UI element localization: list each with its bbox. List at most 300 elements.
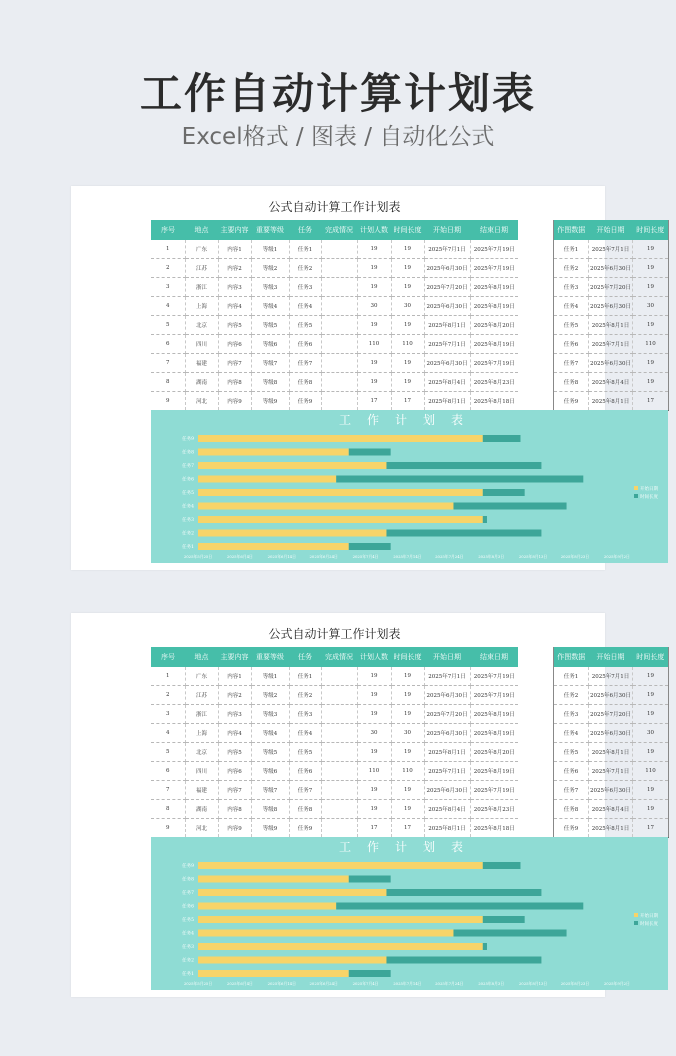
table-cell[interactable]: 2025年6月30日 [589,297,633,316]
table-cell[interactable]: 19 [357,743,391,762]
table-cell[interactable]: 任务3 [289,278,321,297]
x-tick-label: 2025年7月24日 [435,981,464,986]
plan-header-cell: 完成情况 [321,220,357,240]
table-cell[interactable] [321,667,357,686]
table-cell[interactable]: 19 [633,240,669,259]
bar-duration [483,516,487,523]
table-cell[interactable] [321,391,357,410]
x-tick-label: 2025年6月24日 [309,981,338,986]
table-cell[interactable] [321,259,357,278]
table-cell[interactable]: 2025年6月30日 [424,259,470,278]
table-cell[interactable]: 任务6 [289,761,321,780]
bar-start-date [198,516,483,523]
table-cell[interactable]: 任务6 [289,334,321,353]
table-cell[interactable]: 17 [357,818,391,837]
x-tick-label: 2025年6月24日 [309,554,338,559]
bar-duration [336,476,583,483]
table-row [554,372,669,391]
bar-duration [386,462,541,469]
table-cell[interactable]: 110 [633,334,669,353]
table-cell[interactable]: 1 [151,240,185,259]
table-cell[interactable]: 内容9 [218,818,251,837]
x-tick-label: 2025年9月2日 [603,981,630,986]
table-cell[interactable]: 2025年6月30日 [589,353,633,372]
table-cell[interactable]: 6 [151,334,185,353]
table-cell[interactable]: 2025年8月23日 [470,799,518,818]
bar-duration [386,957,541,964]
table-cell[interactable]: 四川 [185,761,218,780]
table-cell[interactable]: 19 [633,667,669,686]
plan-header-cell: 计划人数 [357,220,391,240]
table-cell[interactable]: 河北 [185,391,218,410]
table-cell[interactable]: 等级8 [251,799,289,818]
table-cell[interactable]: 19 [391,372,424,391]
table-cell[interactable]: 浙江 [185,278,218,297]
bar-start-date [198,889,386,896]
table-cell[interactable]: 110 [391,761,424,780]
table-cell[interactable]: 任务7 [554,353,589,372]
table-cell[interactable]: 2025年7月1日 [424,334,470,353]
x-tick-label: 2025年7月14日 [393,554,422,559]
plan-table [151,647,518,838]
y-tick-label: 任务8 [182,450,194,456]
table-cell[interactable]: 19 [633,259,669,278]
table-cell[interactable]: 北京 [185,743,218,762]
table-cell[interactable]: 任务5 [554,743,589,762]
table-cell[interactable]: 任务1 [554,667,589,686]
table-cell[interactable]: 2025年8月4日 [424,372,470,391]
table-cell[interactable]: 内容1 [218,667,251,686]
table-cell[interactable]: 30 [391,724,424,743]
table-cell[interactable]: 任务1 [289,240,321,259]
table-cell[interactable]: 任务9 [289,818,321,837]
plan-header-cell: 序号 [151,220,185,240]
table-cell[interactable]: 2025年8月19日 [470,761,518,780]
table-cell[interactable]: 30 [633,724,669,743]
y-tick-label: 任务7 [182,464,194,469]
table-cell[interactable]: 19 [391,705,424,724]
table-row [151,391,518,410]
table-cell[interactable]: 110 [357,761,391,780]
side-header-cell: 时间长度 [633,647,669,667]
table-cell[interactable]: 任务2 [554,686,589,705]
table-cell[interactable]: 等级6 [251,334,289,353]
table-cell[interactable] [321,761,357,780]
bar-start-date [198,970,349,977]
table-cell[interactable]: 2025年8月4日 [424,799,470,818]
table-cell[interactable]: 19 [633,743,669,762]
table-cell[interactable]: 19 [391,686,424,705]
table-cell[interactable] [321,799,357,818]
table-cell[interactable]: 北京 [185,316,218,335]
table-cell[interactable] [321,686,357,705]
table-cell[interactable]: 内容9 [218,391,251,410]
table-cell[interactable]: 内容8 [218,799,251,818]
table-cell[interactable]: 110 [391,334,424,353]
table-cell[interactable]: 2025年8月18日 [470,391,518,410]
x-tick-label: 2025年7月4日 [352,981,379,986]
table-cell[interactable]: 内容5 [218,743,251,762]
table-cell[interactable]: 福建 [185,780,218,799]
table-cell[interactable]: 19 [633,353,669,372]
plan-header-cell: 开始日期 [424,647,470,667]
table-cell[interactable]: 2025年8月19日 [470,334,518,353]
table-cell[interactable]: 上海 [185,297,218,316]
table-cell[interactable]: 内容3 [218,278,251,297]
table-cell[interactable]: 内容4 [218,297,251,316]
y-tick-label: 任务6 [182,904,194,910]
table-cell[interactable] [321,780,357,799]
y-tick-label: 任务3 [182,945,194,950]
table-cell[interactable]: 2025年7月20日 [424,278,470,297]
table-cell[interactable]: 等级4 [251,297,289,316]
table-cell[interactable]: 任务7 [289,353,321,372]
table-cell[interactable]: 任务9 [289,391,321,410]
table-cell[interactable]: 2025年8月18日 [470,818,518,837]
table-row [554,818,669,837]
table-cell[interactable]: 19 [633,686,669,705]
table-cell[interactable] [321,743,357,762]
table-cell[interactable] [321,334,357,353]
table-cell[interactable]: 19 [357,705,391,724]
table-cell[interactable]: 等级2 [251,686,289,705]
table-cell[interactable]: 2025年7月20日 [589,278,633,297]
table-cell[interactable]: 2025年7月19日 [470,240,518,259]
table-cell[interactable]: 19 [357,316,391,335]
table-cell[interactable]: 任务5 [554,316,589,335]
table-row [151,780,518,799]
table-cell[interactable]: 2025年7月19日 [470,353,518,372]
table-cell[interactable]: 110 [357,334,391,353]
bar-start-date [198,503,453,510]
table-cell[interactable]: 19 [391,278,424,297]
table-cell[interactable]: 内容3 [218,705,251,724]
table-cell[interactable]: 任务1 [289,667,321,686]
table-cell[interactable]: 6 [151,761,185,780]
table-cell[interactable]: 浙江 [185,705,218,724]
table-cell[interactable]: 2025年8月1日 [589,818,633,837]
table-cell[interactable]: 7 [151,353,185,372]
table-cell[interactable]: 上海 [185,724,218,743]
side-header-cell: 时间长度 [633,220,669,240]
table-cell[interactable]: 等级6 [251,761,289,780]
table-row [554,780,669,799]
table-cell[interactable]: 19 [357,686,391,705]
table-cell[interactable]: 2 [151,686,185,705]
table-cell[interactable]: 等级2 [251,259,289,278]
table-cell[interactable]: 2025年8月1日 [424,316,470,335]
table-cell[interactable]: 任务9 [554,391,589,410]
table-cell[interactable]: 19 [391,240,424,259]
table-cell[interactable]: 19 [391,667,424,686]
bar-start-date [198,930,453,937]
table-cell[interactable]: 任务2 [554,259,589,278]
spreadsheet-preview [71,613,665,997]
table-cell[interactable]: 内容4 [218,724,251,743]
table-cell[interactable]: 2025年7月1日 [589,667,633,686]
table-cell[interactable]: 2025年7月1日 [424,761,470,780]
table-cell[interactable]: 内容2 [218,686,251,705]
table-cell[interactable]: 9 [151,818,185,837]
table-cell[interactable]: 19 [357,799,391,818]
table-cell[interactable]: 2025年6月30日 [589,724,633,743]
table-cell[interactable]: 2025年8月19日 [470,705,518,724]
table-row [151,297,518,316]
table-cell[interactable] [321,724,357,743]
table-cell[interactable]: 2025年7月1日 [424,240,470,259]
table-cell[interactable]: 19 [633,705,669,724]
table-cell[interactable]: 2025年6月30日 [589,259,633,278]
table-cell[interactable]: 2025年7月19日 [470,667,518,686]
table-cell[interactable]: 等级9 [251,391,289,410]
table-cell[interactable] [321,240,357,259]
table-cell[interactable]: 任务9 [554,818,589,837]
table-cell[interactable]: 等级3 [251,278,289,297]
table-cell[interactable]: 2025年8月4日 [589,799,633,818]
table-cell[interactable]: 广东 [185,667,218,686]
table-cell[interactable]: 任务8 [554,372,589,391]
table-cell[interactable]: 任务4 [554,724,589,743]
table-cell[interactable]: 任务7 [289,780,321,799]
table-cell[interactable]: 任务5 [289,743,321,762]
table-cell[interactable]: 任务6 [554,334,589,353]
spreadsheet-preview [71,186,665,570]
plan-header-cell: 任务 [289,220,321,240]
table-cell[interactable]: 9 [151,391,185,410]
table-cell[interactable]: 19 [633,278,669,297]
plan-header-cell: 任务 [289,647,321,667]
table-cell[interactable]: 广东 [185,240,218,259]
hero-title: 工作自动计算计划表 [139,69,536,118]
table-cell[interactable]: 2025年8月20日 [470,743,518,762]
bar-start-date [198,462,386,469]
table-cell[interactable] [321,297,357,316]
table-cell[interactable]: 内容5 [218,316,251,335]
bar-start-date [198,435,483,442]
table-cell[interactable]: 内容7 [218,780,251,799]
side-header-cell: 作图数据 [554,220,589,240]
table-row [151,353,518,372]
plan-header-cell: 主要内容 [218,647,251,667]
table-cell[interactable]: 19 [357,278,391,297]
y-tick-label: 任务3 [182,518,194,523]
table-cell[interactable]: 等级5 [251,743,289,762]
table-cell[interactable]: 19 [391,799,424,818]
table-row [151,240,518,259]
table-cell[interactable]: 等级1 [251,240,289,259]
plan-header-cell: 时间长度 [391,220,424,240]
table-cell[interactable]: 17 [391,818,424,837]
x-tick-label: 2025年8月13日 [518,981,548,986]
table-cell[interactable]: 2025年8月19日 [470,278,518,297]
table-cell[interactable]: 任务4 [289,724,321,743]
table-cell[interactable]: 17 [391,391,424,410]
table-cell[interactable]: 2025年6月30日 [424,297,470,316]
table-cell[interactable] [321,353,357,372]
table-row [554,743,669,762]
table-cell[interactable]: 任务8 [554,799,589,818]
table-cell[interactable]: 30 [357,724,391,743]
table-cell[interactable]: 2025年8月19日 [470,297,518,316]
table-cell[interactable]: 任务4 [554,297,589,316]
table-cell[interactable]: 2025年7月19日 [470,259,518,278]
table-cell[interactable]: 2025年8月1日 [424,818,470,837]
table-cell[interactable]: 2025年7月1日 [589,761,633,780]
table-cell[interactable]: 2025年7月19日 [470,780,518,799]
table-cell[interactable]: 任务2 [289,259,321,278]
side-header-cell: 开始日期 [589,647,633,667]
table-cell[interactable]: 2 [151,259,185,278]
y-tick-label: 任务1 [182,545,194,550]
x-tick-label: 2025年7月4日 [352,554,379,559]
table-cell[interactable] [321,316,357,335]
table-cell[interactable]: 2025年7月1日 [424,667,470,686]
table-cell[interactable]: 等级8 [251,372,289,391]
y-tick-label: 任务4 [182,931,194,937]
y-tick-label: 任务1 [182,972,194,977]
x-tick-label: 2025年6月14日 [267,981,296,986]
table-cell[interactable]: 内容6 [218,761,251,780]
table-cell[interactable]: 等级3 [251,705,289,724]
table-cell[interactable]: 19 [357,240,391,259]
table-cell[interactable]: 2025年6月30日 [589,780,633,799]
table-cell[interactable]: 30 [633,297,669,316]
table-cell[interactable]: 17 [633,391,669,410]
table-cell[interactable]: 江苏 [185,686,218,705]
table-cell[interactable]: 等级9 [251,818,289,837]
table-cell[interactable]: 福建 [185,353,218,372]
table-cell[interactable]: 3 [151,278,185,297]
table-cell[interactable]: 2025年6月30日 [589,686,633,705]
table-cell[interactable]: 2025年8月1日 [589,391,633,410]
table-cell[interactable]: 2025年8月1日 [424,391,470,410]
table-cell[interactable]: 7 [151,780,185,799]
legend-label: 时间长度 [640,495,658,500]
table-cell[interactable]: 17 [357,391,391,410]
table-cell[interactable]: 2025年7月20日 [589,705,633,724]
table-cell[interactable]: 19 [633,780,669,799]
table-cell[interactable]: 内容7 [218,353,251,372]
table-cell[interactable]: 等级1 [251,667,289,686]
table-cell[interactable]: 19 [357,259,391,278]
table-cell[interactable]: 19 [357,667,391,686]
table-cell[interactable]: 19 [391,353,424,372]
table-cell[interactable]: 任务2 [289,686,321,705]
table-cell[interactable]: 湖南 [185,799,218,818]
y-tick-label: 任务2 [182,531,194,537]
table-cell[interactable]: 2025年8月20日 [470,316,518,335]
table-row [151,316,518,335]
table-cell[interactable]: 任务6 [554,761,589,780]
table-cell[interactable]: 2025年8月23日 [470,372,518,391]
gantt-chart-svg [151,837,668,990]
table-cell[interactable]: 2025年6月30日 [424,686,470,705]
table-cell[interactable]: 19 [391,780,424,799]
table-cell[interactable]: 2025年8月1日 [589,316,633,335]
table-cell[interactable]: 19 [391,259,424,278]
table-cell[interactable]: 2025年6月30日 [424,724,470,743]
table-cell[interactable] [321,372,357,391]
table-cell[interactable]: 内容6 [218,334,251,353]
table-cell[interactable]: 任务5 [289,316,321,335]
bar-start-date [198,957,386,964]
table-cell[interactable]: 17 [633,818,669,837]
table-cell[interactable]: 4 [151,724,185,743]
table-cell[interactable]: 2025年8月1日 [424,743,470,762]
table-cell[interactable]: 等级5 [251,316,289,335]
table-cell[interactable]: 19 [357,780,391,799]
table-cell[interactable]: 30 [391,297,424,316]
table-row [554,334,669,353]
table-cell[interactable]: 5 [151,743,185,762]
table-cell[interactable]: 内容2 [218,259,251,278]
table-cell[interactable]: 19 [633,316,669,335]
table-cell[interactable]: 30 [357,297,391,316]
table-cell[interactable]: 2025年7月1日 [589,334,633,353]
table-cell[interactable]: 2025年7月19日 [470,686,518,705]
table-cell[interactable]: 19 [357,372,391,391]
table-cell[interactable]: 内容8 [218,372,251,391]
table-cell[interactable]: 任务8 [289,372,321,391]
legend-label: 开始日期 [640,487,658,492]
table-cell[interactable]: 8 [151,799,185,818]
table-cell[interactable]: 四川 [185,334,218,353]
table-cell[interactable]: 等级7 [251,353,289,372]
table-cell[interactable]: 任务8 [289,799,321,818]
table-cell[interactable]: 任务7 [554,780,589,799]
table-cell[interactable]: 19 [391,743,424,762]
table-cell[interactable]: 19 [357,353,391,372]
table-cell[interactable]: 19 [633,372,669,391]
table-cell[interactable]: 任务3 [289,705,321,724]
table-cell[interactable]: 江苏 [185,259,218,278]
table-cell[interactable]: 19 [391,316,424,335]
table-cell[interactable]: 任务3 [554,278,589,297]
table-cell[interactable]: 2025年8月1日 [589,743,633,762]
x-tick-label: 2025年8月23日 [560,554,590,559]
table-cell[interactable]: 2025年7月20日 [424,705,470,724]
table-cell[interactable]: 4 [151,297,185,316]
table-cell[interactable]: 3 [151,705,185,724]
table-cell[interactable]: 等级4 [251,724,289,743]
table-cell[interactable]: 内容1 [218,240,251,259]
table-cell[interactable]: 8 [151,372,185,391]
table-cell[interactable]: 19 [633,799,669,818]
table-cell[interactable]: 湖南 [185,372,218,391]
table-cell[interactable]: 等级7 [251,780,289,799]
y-tick-label: 任务2 [182,958,194,964]
table-cell[interactable] [321,818,357,837]
y-tick-label: 任务9 [182,437,194,442]
table-cell[interactable]: 2025年6月30日 [424,780,470,799]
table-cell[interactable]: 2025年8月19日 [470,724,518,743]
table-cell[interactable]: 2025年6月30日 [424,353,470,372]
table-cell[interactable]: 任务4 [289,297,321,316]
table-cell[interactable] [321,705,357,724]
plan-header-cell: 主要内容 [218,220,251,240]
table-cell[interactable]: 5 [151,316,185,335]
table-cell[interactable]: 2025年8月4日 [589,372,633,391]
table-cell[interactable] [321,278,357,297]
table-cell[interactable]: 2025年7月1日 [589,240,633,259]
legend-label: 开始日期 [640,914,658,919]
table-cell[interactable]: 河北 [185,818,218,837]
table-cell[interactable]: 任务3 [554,705,589,724]
table-cell[interactable]: 1 [151,667,185,686]
table-cell[interactable]: 任务1 [554,240,589,259]
plan-header-cell: 重要等级 [251,220,289,240]
table-cell[interactable]: 110 [633,761,669,780]
